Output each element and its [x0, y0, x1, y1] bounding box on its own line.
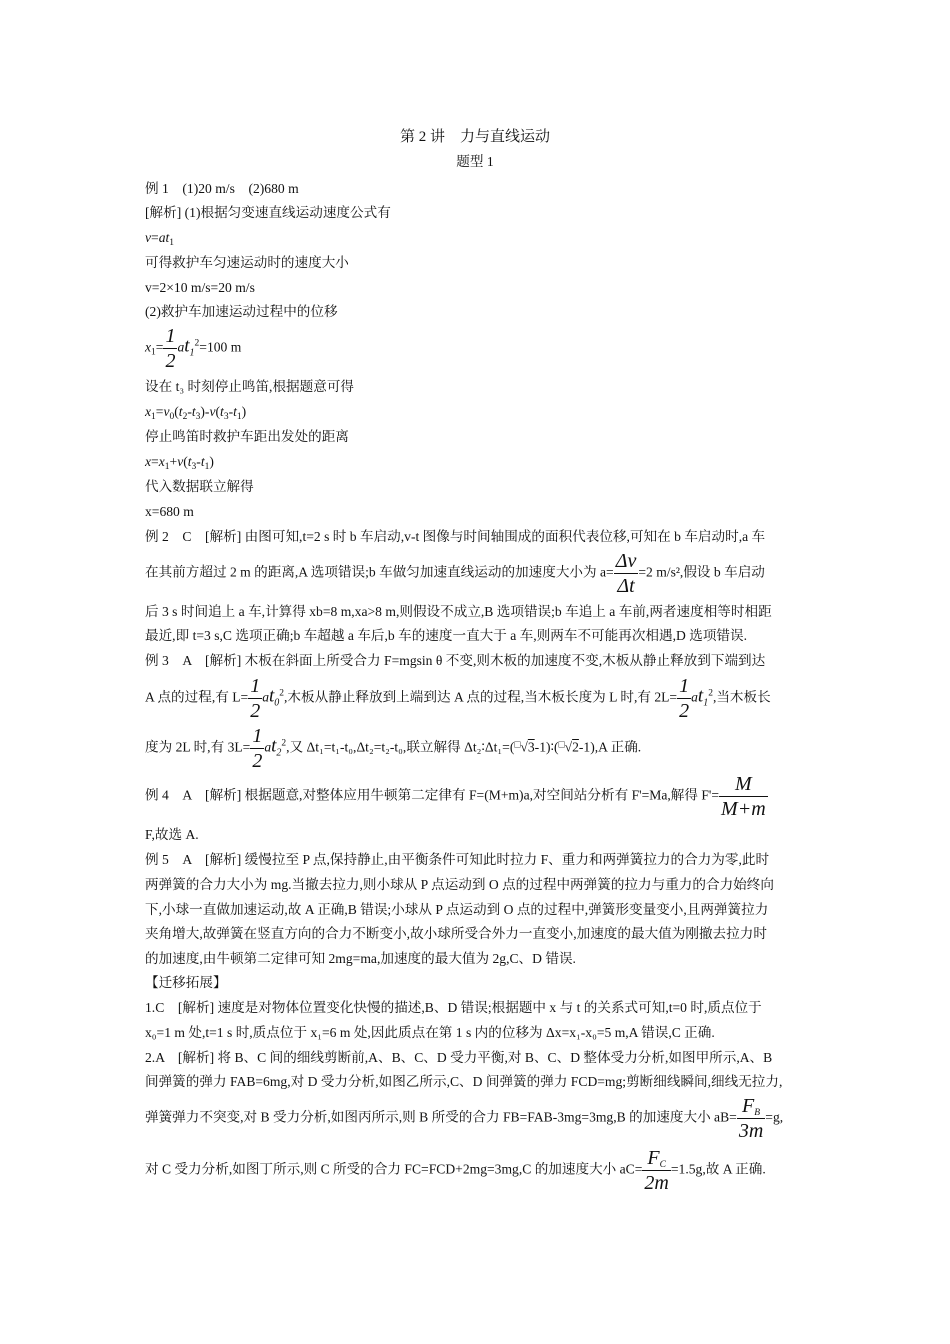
ext-q2-line-1: 2.A [解析] 将 B、C 间的细线剪断前,A、B、C、D 受力平衡,对 B、C、D 整体受力分析,如图甲所示,A、B [145, 1050, 773, 1065]
ex3-line-1: 例 3 A [解析] 木板在斜面上所受合力 F=mgsin θ 不变,则木板的加速度不变,木板从静止释放到下端到达 [145, 653, 766, 668]
ext-q2-line-3: 弹簧弹力不突变,对 B 受力分析,如图丙所示,则 B 所受的合力 FB=FAB-3mg=3mg,B 的加速度大小 aB= $\frac{F_B}{3m}$ =g, [145, 1095, 784, 1142]
ext-q1-line-2: x₀=1 m 处,t=1 s 时,质点位于 x₁=6 m 处,因此质点在第 1 s 内的位移为 Δx=x₁-x₀=5 m,A 错误,C 正确. [145, 1025, 715, 1040]
ext-heading: 【迁移拓展】 [145, 975, 227, 990]
ex5-line-2: 两弹簧的合力大小为 mg.当撤去拉力,则小球从 P 点运动到 O 点的过程中两弹簧的拉力与重力的合力始终向 [145, 877, 774, 892]
ex4-line-2: F,故选 A. [145, 827, 199, 842]
ex1-analysis-5: 设在 t₃ 时刻停止鸣笛,根据题意可得 [145, 379, 355, 394]
ex2-line-3: 后 3 s 时间追上 a 车,计算得 xb=8 m,xa>8 m,则假设不成立,B 选项错误;b 车追上 a 车前,两者速度相等时相距 [145, 604, 772, 619]
ex5-line-5: 的加速度,由牛顿第二定律可知 2mg=ma,加速度的最大值为 2g,C、D 错误. [145, 951, 576, 966]
ex1-analysis-6: 停止鸣笛时救护车距出发处的距离 [145, 429, 349, 444]
ext-q1-line-1: 1.C [解析] 速度是对物体位置变化快慢的描述,B、D 错误;根据题中 x 与 t 的关系式可知,t=0 时,质点位于 [145, 1000, 762, 1015]
section-subtitle: 题型 1 [456, 154, 494, 169]
ex1-formula-x: $x=x_1+v(t_3-t_1)$ [145, 454, 214, 472]
ex1-formula-x1b: $x_1=v_0(t_2-t_3)-v(t_3-t_1)$ [145, 404, 247, 422]
ex4-line-1: 例 4 A [解析] 根据题意,对整体应用牛顿第二定律有 F=(M+m)a,对空间站分析有 F'=Ma,解得 F'= $\frac{M}{M+m}$ [145, 773, 766, 820]
ex3-line-3: 度为 2L 时,有 3L= $\frac{1}{2}$ $at_2^2$,又 Δt₁=t₁-t₀,Δt₂=t₂-t₀,联立解得 Δt₂∶Δt₁=(□√3-1)∶(□√2-1),A 正确. [145, 725, 642, 772]
page-title: 第 2 讲 力与直线运动 [399, 129, 550, 145]
ex1-formula-v: $v=at_1$ [145, 230, 175, 248]
ex2-line-4: 最近,即 t=3 s,C 选项正确;b 车超越 a 车后,b 车的速度一直大于 a 车,则两车不可能再次相遇,D 选项错误. [145, 628, 748, 643]
ex1-formula-x1: $x_1=$ $\frac{1}{2}$ $at_1^2=100$ m [145, 325, 242, 372]
ex1-analysis-7: 代入数据联立解得 [145, 479, 254, 494]
ex1-analysis-4: (2)救护车加速运动过程中的位移 [145, 304, 338, 319]
ex5-line-1: 例 5 A [解析] 缓慢拉至 P 点,保持静止,由平衡条件可知此时拉力 F、重力和两弹簧拉力的合力为零,此时 [145, 852, 770, 867]
ex1-answer: 例 1 (1)20 m/s (2)680 m [145, 181, 299, 196]
ex1-result: x=680 m [145, 504, 194, 519]
ex3-line-2: A 点的过程,有 L= $\frac{1}{2}$ $at_0^2$,木板从静止释放到上端到达 A 点的过程,当木板长度为 L 时,有 2L= $\frac{1}{2}$ $at_1^2$,当木板长 [145, 675, 771, 722]
ex2-line-1: 例 2 C [解析] 由图可知,t=2 s 时 b 车启动,v-t 图像与时间轴围成的面积代表位移,可知在 b 车启动时,a 车 [145, 529, 766, 544]
ex1-analysis-2: 可得救护车匀速运动时的速度大小 [145, 255, 349, 270]
ext-q2-line-4: 对 C 受力分析,如图丁所示,则 C 所受的合力 FC=FCD+2mg=3mg,C 的加速度大小 aC= $\frac{F_C}{2m}$ =1.5g,故 A 正确. [145, 1147, 766, 1194]
ex2-line-2: 在其前方超过 2 m 的距离,A 选项错误;b 车做匀加速直线运动的加速度大小为 a= $\frac{\Delta v}{\Delta t}$ =2 m/s²,假设 b 车启动 [145, 550, 765, 597]
ex5-line-4: 夹角增大,故弹簧在竖直方向的合力不断变小,故小球所受合外力一直变小,加速度的最大值为刚撤去拉力时 [145, 926, 767, 941]
ext-q2-line-2: 间弹簧的弹力 FAB=6mg,对 D 受力分析,如图乙所示,C、D 间弹簧的弹力 FCD=mg;剪断细线瞬间,细线无拉力, [145, 1074, 783, 1089]
ex1-analysis-3: v=2×10 m/s=20 m/s [145, 280, 255, 295]
ex5-line-3: 下,小球一直做加速运动,故 A 正确,B 错误;小球从 P 点运动到 O 点的过程中,弹簧形变量变小,且两弹簧拉力 [145, 902, 769, 917]
ex1-analysis-1: [解析] (1)根据匀变速直线运动速度公式有 [145, 205, 391, 220]
